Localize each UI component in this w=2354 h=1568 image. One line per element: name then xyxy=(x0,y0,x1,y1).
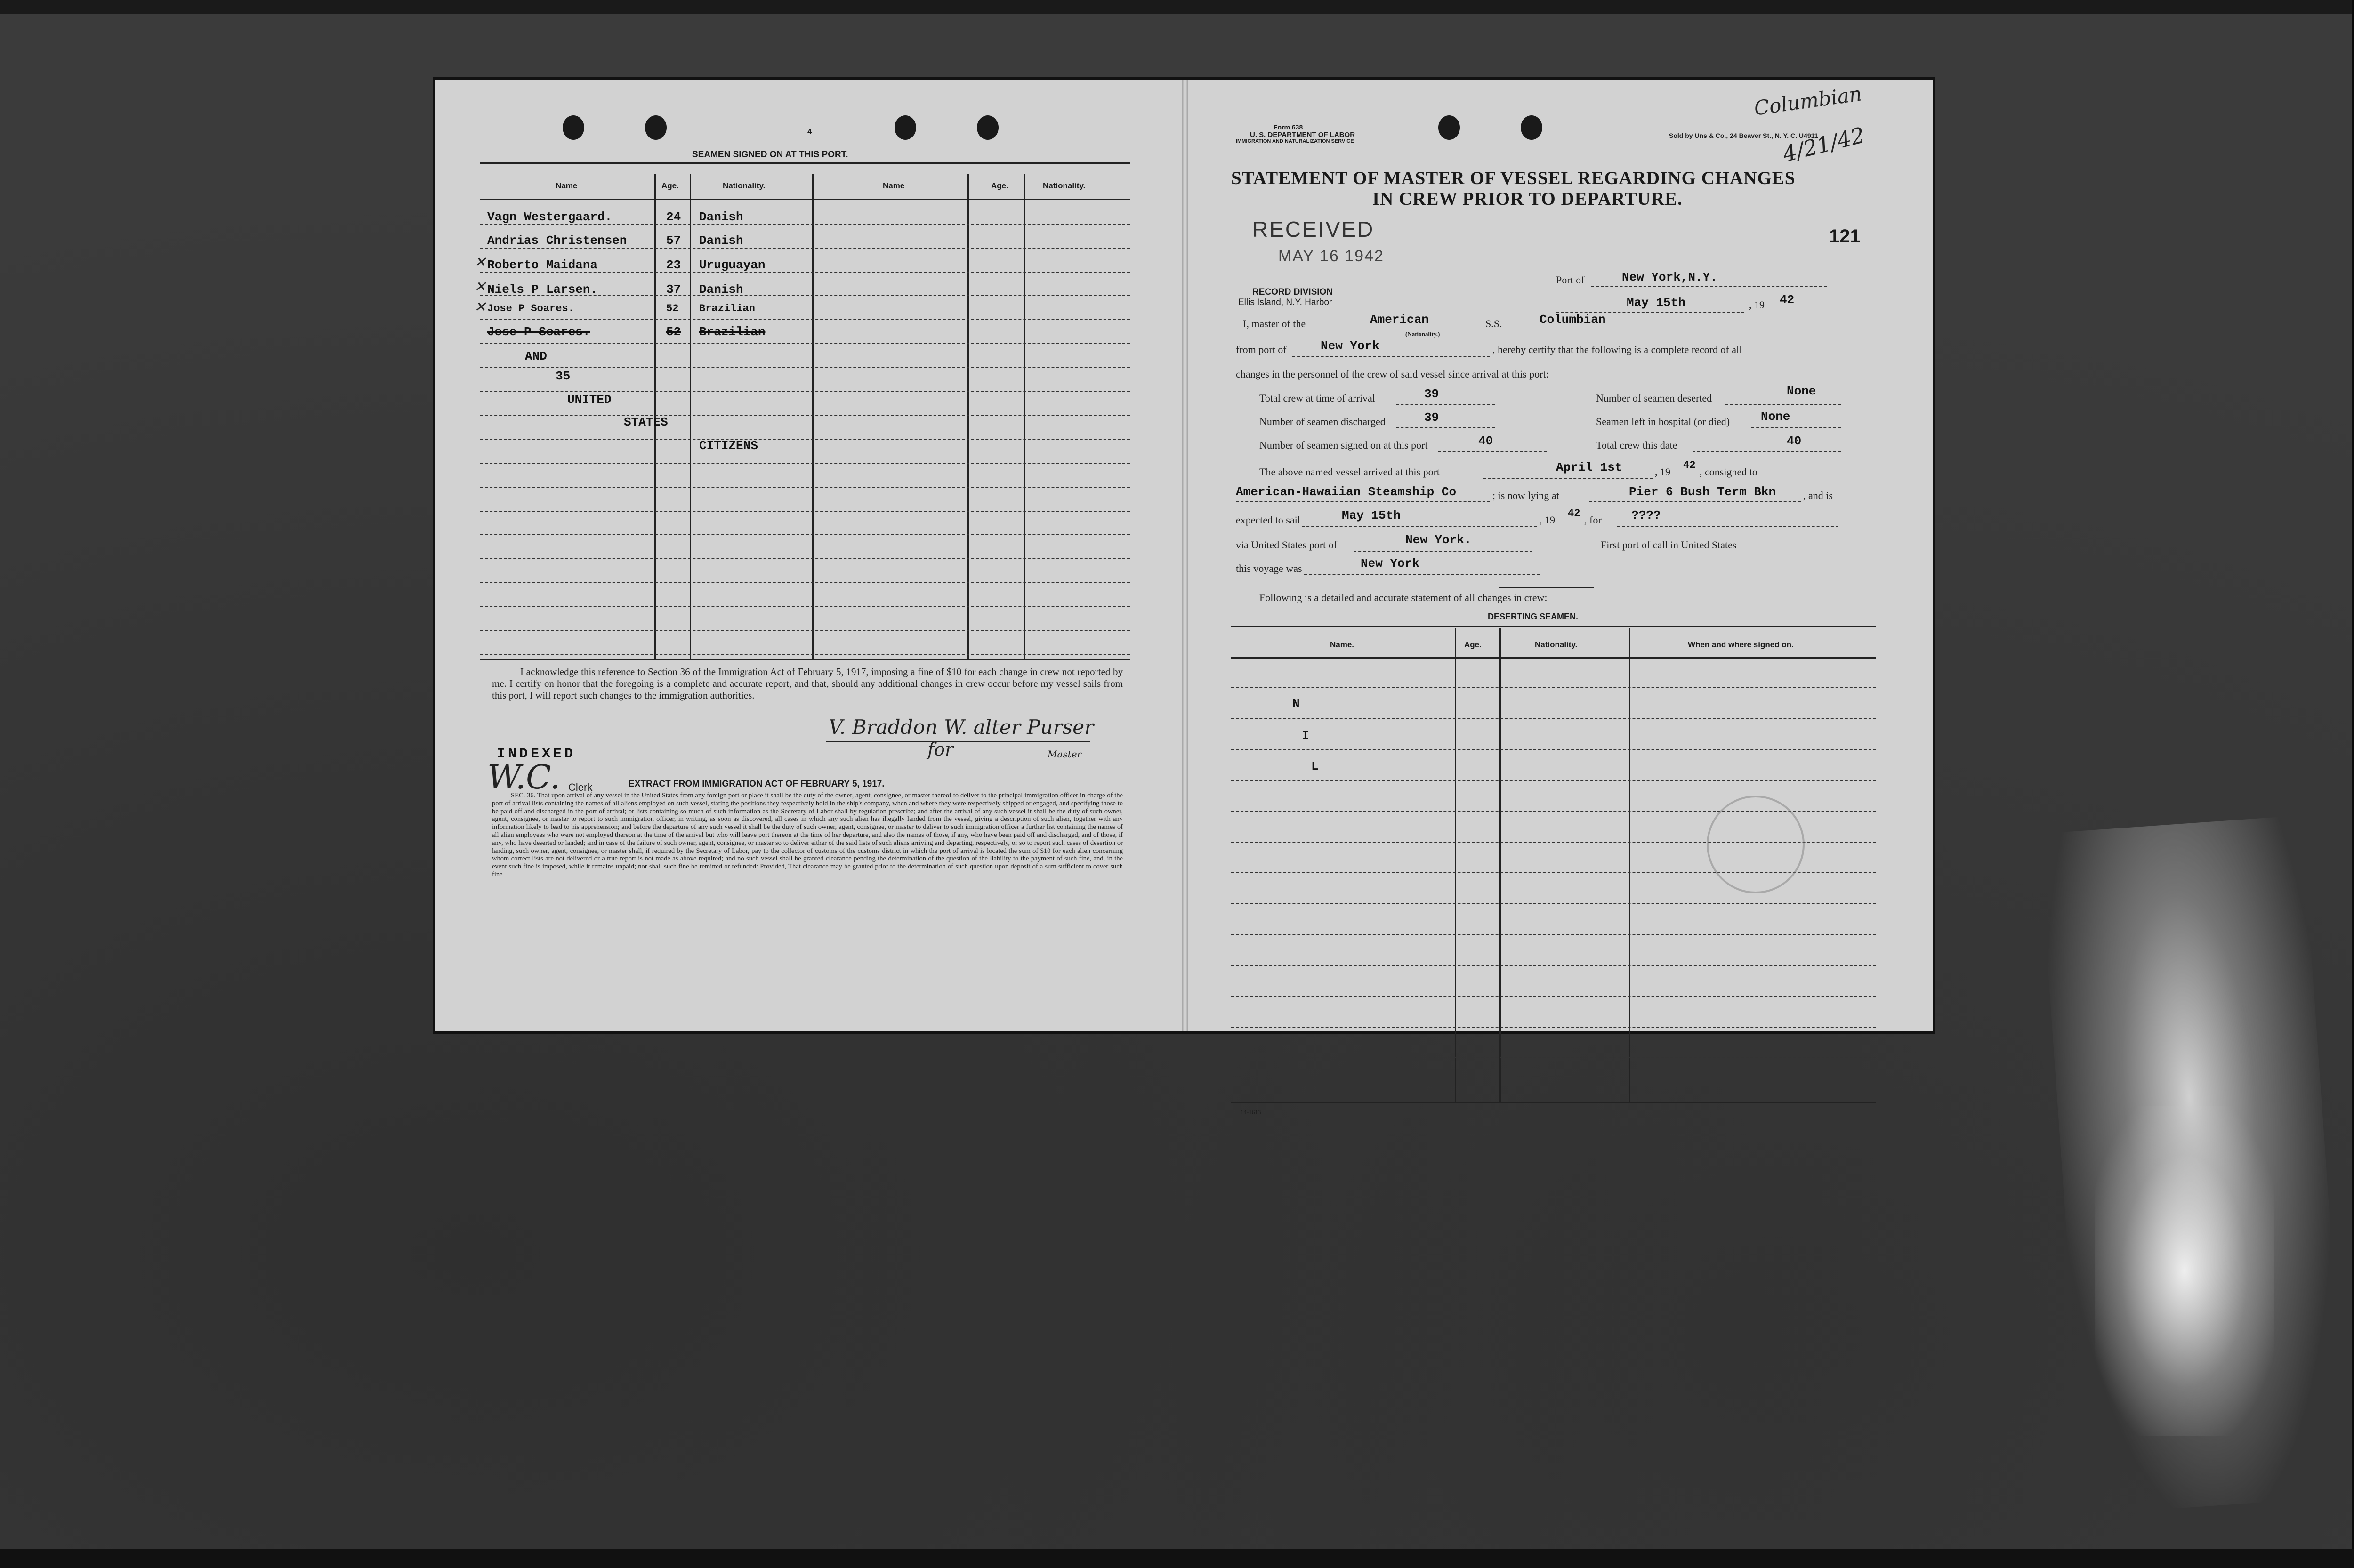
expected-value: May 15th xyxy=(1342,508,1401,523)
master-label: Master xyxy=(1048,748,1082,760)
first-port-label: First port of call in United States xyxy=(1601,539,1737,551)
vessel-value: Columbian xyxy=(1540,313,1606,327)
voyage-label: this voyage was xyxy=(1236,563,1302,574)
form-row-line xyxy=(1231,780,1876,781)
deserting-top-rule xyxy=(1231,626,1876,627)
form-row-line xyxy=(480,654,1130,655)
form-row-line xyxy=(1231,934,1876,935)
form-row-line xyxy=(1231,749,1876,750)
form-row-line xyxy=(1231,1057,1876,1058)
plastic-glare-highlight xyxy=(2095,1106,2274,1436)
check-mark-icon: ✕ xyxy=(474,299,486,315)
nationality-value: American xyxy=(1370,313,1429,327)
seaman-age: 24 xyxy=(666,210,681,224)
expected-line xyxy=(1302,526,1537,527)
nil-letter-l: L xyxy=(1311,759,1319,773)
consignee-value: American-Hawaiian Steamship Co xyxy=(1236,485,1457,499)
note-citizens: CITIZENS xyxy=(699,439,758,453)
col-header-age-2: Age. xyxy=(991,181,1008,190)
port-field-line xyxy=(1591,286,1827,287)
form-row-line xyxy=(480,248,1130,249)
deserting-col-rule xyxy=(1455,628,1456,1102)
ss-label: S.S. xyxy=(1485,318,1502,330)
via-label: via United States port of xyxy=(1236,539,1338,551)
struck-seaman-age: 52 xyxy=(666,325,681,339)
certify-text-2: changes in the personnel of the crew of said vessel since arrival at this port: xyxy=(1236,368,1549,380)
form-row-line xyxy=(480,582,1130,583)
arrived-year-prefix: , 19 xyxy=(1655,466,1670,478)
seaman-nationality: Danish xyxy=(699,282,743,297)
section-title: SEAMEN SIGNED ON AT THIS PORT. xyxy=(692,150,848,160)
from-port-field-line xyxy=(1292,356,1490,357)
seaman-age: 23 xyxy=(666,258,681,272)
nil-letter-n: N xyxy=(1292,697,1300,711)
consigned-label: , consigned to xyxy=(1700,466,1757,478)
record-location-label: Ellis Island, N.Y. Harbor xyxy=(1238,298,1332,307)
faint-seal-stamp xyxy=(1707,796,1805,893)
note-states: STATES xyxy=(624,415,668,429)
col-rule xyxy=(1024,174,1025,659)
scan-top-edge xyxy=(0,0,2354,14)
hospital-line xyxy=(1751,427,1841,428)
expected-year: 42 xyxy=(1568,507,1580,519)
and-is-label: , and is xyxy=(1803,490,1833,501)
discharged-line xyxy=(1396,427,1495,428)
indexed-stamp: INDEXED xyxy=(497,746,576,762)
record-division-label: RECORD DIVISION xyxy=(1252,287,1333,297)
header-rule xyxy=(480,199,1130,200)
expected-year-prefix: , 19 xyxy=(1540,514,1555,526)
check-mark-icon: ✕ xyxy=(474,254,486,271)
form-row-line xyxy=(480,463,1130,464)
seaman-name: Niels P Larsen. xyxy=(487,282,598,297)
form-row-line xyxy=(480,319,1130,320)
deserting-col-age: Age. xyxy=(1464,640,1482,649)
form-row-line xyxy=(480,511,1130,512)
received-date-stamp: MAY 16 1942 xyxy=(1278,247,1384,265)
form-row-line xyxy=(1231,718,1876,719)
seaman-nationality: Danish xyxy=(699,210,743,224)
total-crew-label: Total crew this date xyxy=(1596,439,1677,451)
arrived-value: April 1st xyxy=(1556,460,1622,474)
deserting-col-signed-on: When and where signed on. xyxy=(1688,640,1794,649)
department-label: U. S. DEPARTMENT OF LABOR xyxy=(1250,131,1355,139)
seaman-age: 57 xyxy=(666,233,681,248)
form-title-line-1: STATEMENT OF MASTER OF VESSEL REGARDING CHANGES xyxy=(1231,168,1796,188)
deserting-header-rule xyxy=(1231,657,1876,659)
seaman-nationality: Brazilian xyxy=(699,303,755,314)
punch-hole-icon xyxy=(977,115,999,140)
punch-hole-icon xyxy=(1438,115,1460,140)
form-row-line xyxy=(1231,903,1876,904)
form-row-line xyxy=(480,367,1130,368)
annotation-vessel: Columbian xyxy=(1752,82,1863,120)
discharged-label: Number of seamen discharged xyxy=(1259,416,1386,427)
lying-value: Pier 6 Bush Term Bkn xyxy=(1629,485,1776,499)
voyage-line xyxy=(1304,574,1540,575)
col-header-nationality-2: Nationality. xyxy=(1043,181,1086,190)
date-value: May 15th xyxy=(1627,296,1685,310)
deserted-value: None xyxy=(1787,384,1816,398)
form-row-line xyxy=(1231,965,1876,966)
signed-on-line xyxy=(1438,451,1547,452)
following-text: Following is a detailed and accurate statement of all changes in crew: xyxy=(1259,592,1548,603)
form-row-line xyxy=(480,415,1130,416)
col-rule-center xyxy=(812,174,814,659)
master-intro: I, master of the xyxy=(1243,318,1306,330)
annotation-date: 4/21/42 xyxy=(1780,122,1868,167)
punch-hole-icon xyxy=(645,115,667,140)
year-prefix: , 19 xyxy=(1749,299,1765,311)
form-row-line xyxy=(480,487,1130,488)
signature-line xyxy=(826,741,1090,742)
port-value: New York,N.Y. xyxy=(1622,270,1717,284)
hospital-label: Seamen left in hospital (or died) xyxy=(1596,416,1730,427)
seaman-name: Jose P Soares. xyxy=(487,303,574,314)
deserting-bottom-rule xyxy=(1231,1102,1876,1103)
total-crew-line xyxy=(1693,451,1841,452)
form-row-line xyxy=(480,534,1130,535)
punch-hole-icon xyxy=(895,115,916,140)
deserted-label: Number of seamen deserted xyxy=(1596,392,1712,404)
seaman-name: Roberto Maidana xyxy=(487,258,598,272)
from-port-value: New York xyxy=(1321,339,1379,353)
total-crew-arrival-value: 39 xyxy=(1424,387,1439,401)
form-row-line xyxy=(480,606,1130,607)
voyage-value: New York xyxy=(1361,556,1419,571)
deserting-col-rule xyxy=(1629,628,1630,1102)
total-crew-value: 40 xyxy=(1787,434,1802,448)
col-rule xyxy=(690,174,691,659)
nil-letter-i: I xyxy=(1302,729,1309,743)
form-row-line xyxy=(1231,996,1876,997)
certify-text: , hereby certify that the following is a complete record of all xyxy=(1492,344,1742,355)
col-rule xyxy=(967,174,969,659)
total-crew-arrival-label: Total crew at time of arrival xyxy=(1259,392,1375,404)
year-value: 42 xyxy=(1780,293,1795,307)
via-value: New York. xyxy=(1405,533,1472,547)
signature: V. Braddon W. alter Purser xyxy=(829,716,1094,739)
col-header-age: Age. xyxy=(661,181,679,190)
form-row-line xyxy=(1231,687,1876,688)
lying-label: ; is now lying at xyxy=(1492,490,1559,501)
deserting-col-name: Name. xyxy=(1330,640,1354,649)
deserted-line xyxy=(1725,404,1841,405)
printer-label: Sold by Uns & Co., 24 Beaver St., N. Y. C. U4911 xyxy=(1669,132,1818,139)
clerk-label: Clerk xyxy=(568,781,593,793)
document-number: 121 xyxy=(1829,226,1861,247)
extract-title: EXTRACT FROM IMMIGRATION ACT OF FEBRUARY 5, 1917. xyxy=(629,779,885,789)
table-bottom-rule xyxy=(480,659,1130,660)
for-value: ???? xyxy=(1631,508,1661,523)
col-header-nationality: Nationality. xyxy=(723,181,766,190)
note-united: UNITED xyxy=(567,393,612,407)
signed-on-label: Number of seamen signed on at this port xyxy=(1259,439,1428,451)
struck-seaman-name: Jose P Soares. xyxy=(487,325,590,339)
received-stamp: RECEIVED xyxy=(1252,217,1375,241)
check-mark-icon: ✕ xyxy=(474,279,486,295)
lying-line xyxy=(1589,501,1801,502)
col-header-name-2: Name xyxy=(883,181,905,190)
form-row-line xyxy=(1231,1027,1876,1028)
center-fold xyxy=(1182,80,1188,1031)
section-rule xyxy=(480,162,1130,164)
scan-bottom-edge xyxy=(0,1549,2354,1568)
via-line xyxy=(1354,551,1532,552)
discharged-value: 39 xyxy=(1424,410,1439,425)
deserting-col-rule xyxy=(1499,628,1501,1102)
form-row-line xyxy=(480,391,1130,392)
punch-hole-icon xyxy=(1521,115,1542,140)
form-row-line xyxy=(480,439,1130,440)
note-and: AND xyxy=(525,349,547,363)
clerk-initials: W.C. xyxy=(487,758,561,796)
expected-label: expected to sail xyxy=(1236,514,1300,526)
seaman-nationality: Uruguayan xyxy=(699,258,766,272)
struck-seaman-nationality: Brazilian xyxy=(699,325,766,339)
form-row-line xyxy=(480,558,1130,559)
col-header-name: Name xyxy=(556,181,578,190)
seaman-nationality: Danish xyxy=(699,233,743,248)
note-count: 35 xyxy=(556,369,571,383)
form-row-line xyxy=(480,630,1130,631)
acknowledgement-text: I acknowledge this reference to Section 36 of the Immigration Act of February 5, 1917, imposing a fine of $10 for each change in crew not reported by me. I certify on honor that the foregoing is a complete and accurate report, and that, should any additional changes in crew occur before my vessel sails from this port, I will report such changes to the immigration authorities. xyxy=(492,666,1123,701)
form-row-line xyxy=(480,343,1130,344)
for-line xyxy=(1617,526,1838,527)
seaman-name: Andrias Christensen xyxy=(487,233,627,248)
page-number: 4 xyxy=(807,127,812,136)
signature-for: for xyxy=(927,739,954,760)
hospital-value: None xyxy=(1761,410,1790,424)
deserting-col-nationality: Nationality. xyxy=(1535,640,1578,649)
consignee-line xyxy=(1236,501,1490,502)
document-sheet xyxy=(435,80,1933,1116)
signed-on-value: 40 xyxy=(1478,434,1493,448)
punch-hole-icon xyxy=(563,115,584,140)
seaman-age: 52 xyxy=(666,303,679,314)
port-label: Port of xyxy=(1556,274,1585,286)
service-label: IMMIGRATION AND NATURALIZATION SERVICE xyxy=(1236,138,1354,144)
deserting-title: DESERTING SEAMEN. xyxy=(1488,612,1579,621)
from-port-label: from port of xyxy=(1236,344,1287,355)
form-number: Form 638 xyxy=(1274,123,1303,131)
nationality-caption: (Nationality.) xyxy=(1405,330,1440,338)
seaman-name: Vagn Westergaard. xyxy=(487,210,613,224)
footer-code: 14-1613 xyxy=(1241,1109,1261,1116)
arrived-label: The above named vessel arrived at this port xyxy=(1259,466,1440,478)
extract-text: SEC. 36. That upon arrival of any vessel in the United States from any foreign port or place it shall be the duty of the owner, agent, consignee, or master thereof to deliver to the principal immigration officer in charge of the port of arrival lists containing the names of all aliens employed on such vessel, stating the positions they respectively hold in the ship's company, when and where they were respectively shipped or engaged, and specifying those to be paid off and discharged in the port of arrival; or lists containing so much of such information as the Secretary of Labor shall by regulation prescribe; and after the arrival of any such vessel it shall be the duty of such owner, agent, consignee, or master to report to such immigration officer, in writing, as soon as discovered, all cases in which any such alien has illegally landed from the vessel, giving a description of such alien, together with any information likely to lead to his apprehension; and before the departure of any such vessel it shall be the duty of such owner, agent, consignee, or master to deliver to such immigration officer a further list containing the names of all alien employees who were not employed thereon at the time of the arrival but who will leave port thereon at the time of her departure, and also the names of those, if any, who have been paid off and discharged, and of those, if any, who have deserted or landed; and in case of the failure of such owner, agent, consignee, or master so to deliver either of the said lists of such aliens arriving and departing, respectively, or so to report such cases of desertion or landing, such owner, agent, consignee, or master shall, if required by the Secretary of Labor, pay to the collector of customs of the customs district in which the port of arrival is located the sum of $10 for each alien concerning whom correct lists are not delivered or a true report is not made as above required; and no such vessel shall be granted clearance pending the determination of the question of the liability to the payment of such fine, and, in the event such fine is imposed, while it remains unpaid; nor shall such fine be remitted or refunded: Provided, That clearance may be granted prior to the determination of such question upon deposit of a sum sufficient to cover such fine. xyxy=(492,792,1123,878)
scan-right-edge xyxy=(2352,0,2354,1568)
short-rule xyxy=(1499,587,1594,588)
seaman-age: 37 xyxy=(666,282,681,297)
total-crew-arrival-line xyxy=(1396,404,1495,405)
for-label: , for xyxy=(1584,514,1602,526)
form-title-line-2: IN CREW PRIOR TO DEPARTURE. xyxy=(1372,189,1683,209)
arrived-line xyxy=(1483,478,1653,479)
arrived-year: 42 xyxy=(1683,459,1696,471)
